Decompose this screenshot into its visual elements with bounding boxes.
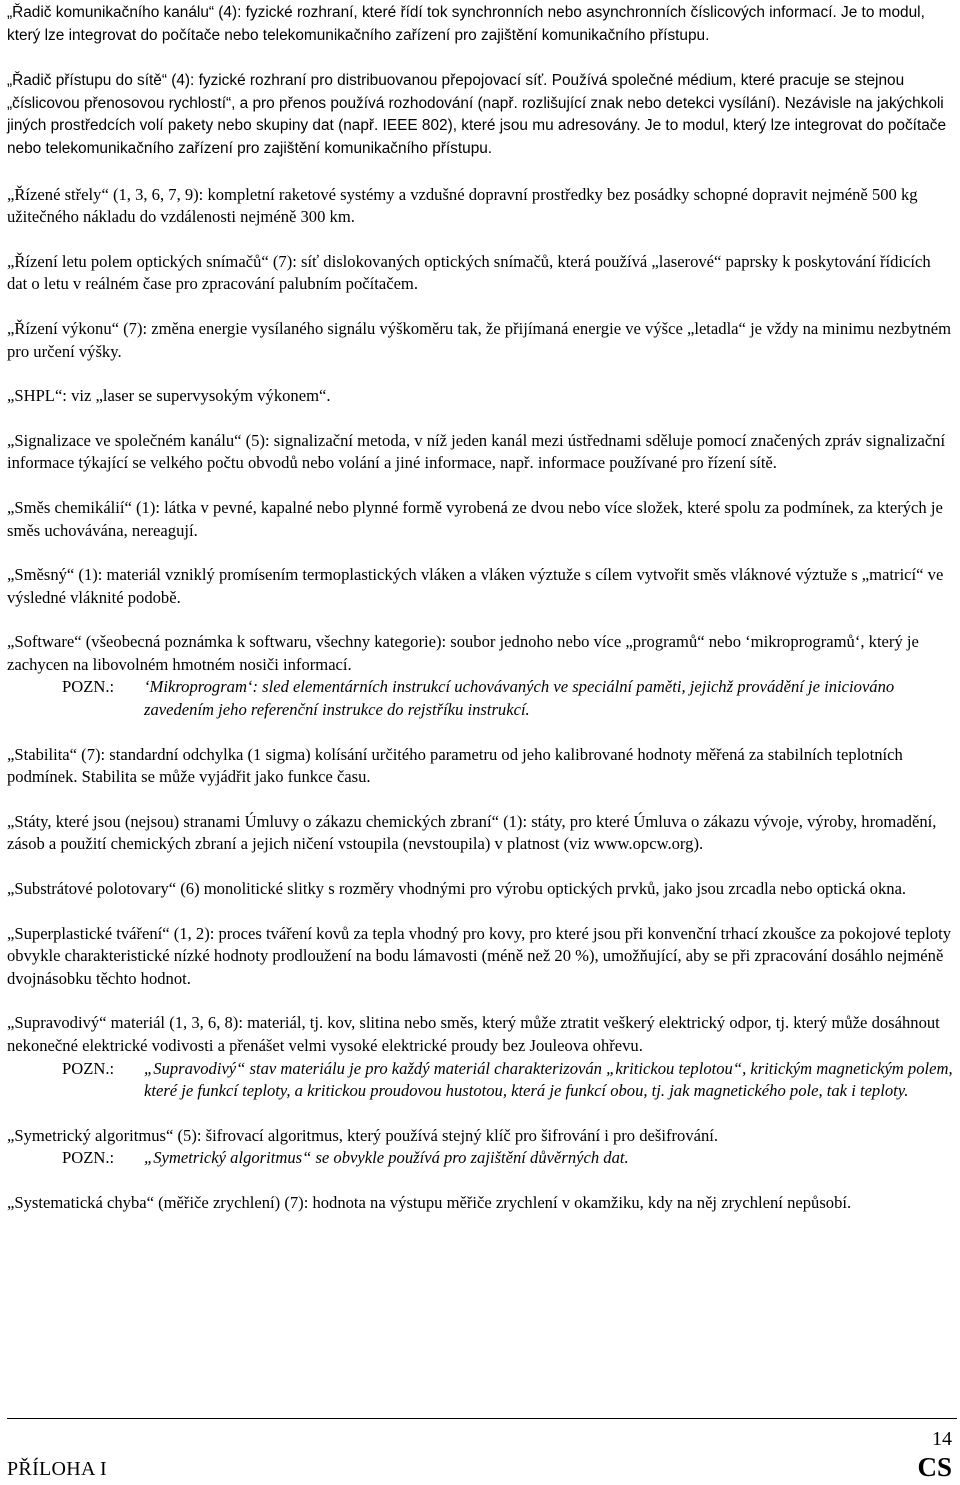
symetricky-note	[7, 1147, 953, 1170]
definition-software-block	[7, 631, 953, 721]
note-label: POZN.:	[62, 677, 115, 697]
footer-divider	[7, 1418, 957, 1419]
definition-smes-chemikalii: „Směs chemikálií“ (1): látka v pevné, kapalné nebo plynné formě vyrobená ze dvou nebo více složek, které spolu za podmínek, za kterých je směs uchovávána, nereagují.	[7, 497, 943, 540]
definition-supravodivy: „Supravodivý“ materiál (1, 3, 6, 8): materiál, tj. kov, slitina nebo směs, který může ztratit veškerý elektrický odpor, tj. který může dosáhnout nekonečné elektrické vodivosti a přenášet velmi vysoké elektrické proudy bez Jouleova ohřevu.	[7, 1013, 940, 1055]
definition-smesny: „Směsný“ (1): materiál vzniklý promísením termoplastických vláken a vláken výztuže s cílem vytvořit směs vláknové výztuže s „matricí“ ve výsledné vláknité podobě.	[7, 565, 944, 607]
definition-rizeni-vykonu: „Řízení výkonu“ (7): změna energie vysílaného signálu výškoměru tak, že přijímaná energie ve výšce „letadla“ je vždy na minimu nezbytném pro určení výšky.	[7, 318, 951, 361]
definition-systematicka: „Systematická chyba“ (měřiče zrychlení) (7): hodnota na výstupu měřiče zrychlení v okamžiku, kdy na něj zrychlení nepůsobí.	[7, 1192, 852, 1212]
definition-radic-kanalu: „Řadič komunikačního kanálu“ (4): fyzické rozhraní, které řídí tok synchronních nebo asynchronních číslicových informací. Je to modul, který lze integrovat do počítače nebo telekomunikačního zařízení pro zajištění komunikačního přístupu.	[7, 4, 925, 44]
note-text: „Symetrický algoritmus“ se obvykle používá pro zajištění důvěrných dat.	[144, 1148, 629, 1168]
supravodivy-note	[7, 1058, 953, 1103]
definition-shpl: „SHPL“: viz „laser se supervysokým výkonem“.	[7, 386, 331, 406]
definition-rizeni-letu: „Řízení letu polem optických snímačů“ (7): síť dislokovaných optických snímačů, která používá „laserové“ paprsky k poskytování řídicích dat o letu v reálném čase pro zpracování palubním počítačem.	[7, 251, 931, 294]
language-code: CS	[917, 1452, 952, 1482]
definition-superplasticke: „Superplastické tváření“ (1, 2): proces tváření kovů za tepla vhodný pro kovy, pro které jsou při konvenční trhací zkoušce za pokojové teploty obvykle charakteristické nízké hodnoty prodloužení na bodu lámavosti (méně než 20 %), umožňující, aby se při zpracování dosáhlo nejméně dvojnásobku těchto hodnot.	[7, 923, 952, 988]
definition-staty: „Státy, které jsou (nejsou) stranami Úmluvy o zákazu chemických zbraní“ (1): státy, pro které Úmluva o zákazu vývoje, výroby, hromadění, zásob a použití chemických zbraní a jejich ničení vstoupila (nevstoupila) v platnost (viz www.opcw.org).	[7, 811, 937, 854]
definition-symetricky: „Symetrický algoritmus“ (5): šifrovací algoritmus, který používá stejný klíč pro šifrování i pro dešifrování.	[7, 1125, 719, 1145]
definition-stabilita: „Stabilita“ (7): standardní odchylka (1 sigma) kolísání určitého parametru od jeho kalibrované hodnoty měřená za stabilních teplotních podmínek. Stabilita se může vyjádřit jako funkce času.	[7, 744, 903, 787]
software-note	[7, 676, 953, 721]
definition-substratove: „Substrátové polotovary“ (6) monolitické slitky s rozměry vhodnými pro výrobu optických prvků, jako jsou zrcadla nebo optická okna.	[7, 879, 907, 899]
definition-radic-site: „Řadič přístupu do sítě“ (4): fyzické rozhraní pro distribuovanou přepojovací síť. Používá společné médium, které pracuje se stejnou „číslicovou přenosovou rychlostí“, a pro přenos používá rozhodování (např. rozlišující znak nebo detekci vysílání). Nezávisle na jakýchkoli jiných prostředcích volí pakety nebo skupiny dat (např. IEEE 802), které jsou mu adresovány. Je to modul, který lze integrovat do počítače nebo telekomunikačního zařízení pro zajištění komunikačního přístupu.	[7, 72, 947, 157]
definition-symetricky-block	[7, 1125, 953, 1170]
note-text: ‘Mikroprogram‘: sled elementárních instrukcí uchovávaných ve speciální paměti, jejichž provádění je iniciováno zavedením jeho referenční instrukce do rejstříku instrukcí.	[144, 677, 895, 720]
definition-supravodivy-block	[7, 1012, 953, 1102]
definitions-text	[7, 2, 953, 1237]
annex-label: PŘÍLOHA I	[7, 1458, 107, 1480]
definition-software: „Software“ (všeobecná poznámka k softwaru, všechny kategorie): soubor jednoho nebo více „programů“ nebo ‘mikroprogramů‘, který je zachycen na libovolném hmotném nosiči informací.	[7, 632, 919, 674]
note-label: POZN.:	[62, 1058, 115, 1078]
definition-rizene-strely: „Řízené střely“ (1, 3, 6, 7, 9): kompletní raketové systémy a vzdušné dopravní prostředky bez posádky schopné dopravit nejméně 500 kg užitečného nákladu do vzdálenosti nejméně 300 km.	[7, 184, 918, 227]
note-text: „Supravodivý“ stav materiálu je pro každý materiál charakterizován „kritickou teplotou“, kritickým magnetickým polem, které je funkcí teploty, a kritickou proudovou hustotou, která je funkcí obou, tj. jak magnetického pole, tak i teploty.	[144, 1058, 953, 1101]
note-label: POZN.:	[62, 1148, 115, 1168]
page-number: 14	[932, 1428, 952, 1450]
definition-signalizace: „Signalizace ve společném kanálu“ (5): signalizační metoda, v níž jeden kanál mezi ústřednami sděluje pomocí značených zpráv signalizační informace týkající se velkého počtu obvodů nebo volání a jiné informace, např. informace používané pro řízení sítě.	[7, 430, 946, 473]
